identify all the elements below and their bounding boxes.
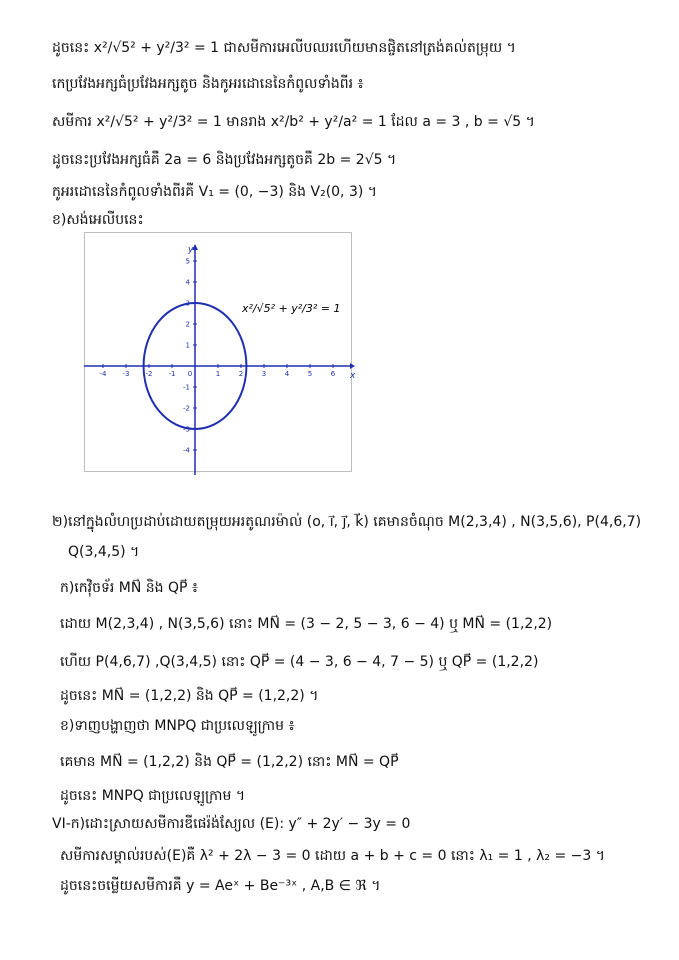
parallelogram-heading: ខ)ទាញបង្ហាញថា MNPQ ជាប្រលេឡូក្រាម ៖ [60, 718, 295, 734]
ellipse-graph-svg [84, 232, 356, 472]
graph-frame [85, 233, 352, 472]
x-tick-label: -1 [168, 370, 176, 378]
x-tick-label: -3 [122, 370, 130, 378]
sketch-heading: ខ)សង់អេលីបនេះ [52, 212, 144, 228]
y-tick-label: -1 [183, 383, 190, 392]
y-tick-label: -3 [183, 425, 190, 434]
equation-form-line: សមីការ x²/√5² + y²/3² = 1 មានរាង x²/b² + y²/a² = 1 ដែល a = 3 , b = √5 ។ [52, 114, 535, 130]
ellipse-graph [84, 232, 356, 472]
y-tick-label: -2 [183, 404, 190, 413]
space-problem-line: ២)នៅក្នុងលំហប្រដាប់ដោយតម្រុយអរតូណរម៉ាល់ (o, i⃗, j⃗, k⃗) គេមានចំណុច M(2,3,4) , N(3,5,6), P(4,6,7) [52, 514, 642, 530]
y-tick-label: 1 [185, 341, 190, 350]
x-tick-label: 6 [330, 370, 336, 378]
find-vectors-heading: ក)កេវ៉ិចទ័រ MN⃗ និង QP⃗ ៖ [60, 580, 199, 596]
vertices-line: កូអរដោនេនៃកំពូលទាំងពីរគឺ V₁ = (0, −3) និង V₂(0, 3) ។ [52, 184, 378, 200]
y-tick-label: 5 [185, 257, 190, 266]
x-tick-label: -2 [145, 370, 153, 378]
y-axis-label: y [188, 245, 194, 255]
general-solution-line: ដូចនេះចម្លើយសមីការគឺ y = Aeˣ + Be⁻³ˣ , A,B ∈ ℜ ។ [60, 878, 381, 894]
origin-label: 0 [187, 370, 193, 378]
find-axes-heading: កេប្រវែងអក្សធំប្រវែងអក្សតូច និងកូអរដោនេនៃកំពូលទាំងពីរ ៖ [52, 76, 364, 92]
conclusion-ellipse-line: ដូចនេះ x²/√5² + y²/3² = 1 ជាសមីការអេលីបឈរហើយមានផ្ចិតនៅត្រង់គល់តម្រុយ ។ [52, 40, 516, 56]
x-tick-label: 4 [284, 370, 290, 378]
parallelogram-conclusion: ដូចនេះ MNPQ ជាប្រលេឡូក្រាម ។ [60, 788, 246, 804]
ellipse-equation-label: x²/√5² + y²/3² = 1 [242, 302, 341, 315]
x-tick-label: 5 [307, 370, 313, 378]
vector-qp-line: ហើយ P(4,6,7) ,Q(3,4,5) នោះ QP⃗ = (4 − 3, 6 − 4, 7 − 5) ឬ QP⃗ = (1,2,2) [60, 654, 539, 670]
vectors-equal-line: គេមាន MN⃗ = (1,2,2) និង QP⃗ = (1,2,2) នោះ MN⃗ = QP⃗ [60, 754, 399, 770]
vector-mn-line: ដោយ M(2,3,4) , N(3,5,6) នោះ MN⃗ = (3 − 2, 5 − 3, 6 − 4) ឬ MN⃗ = (1,2,2) [60, 616, 553, 632]
differential-equation-heading: VI-ក)ដោះស្រាយសមីការឌីផេរ៉ង់ស្យែល (E): y″ + 2y′ − 3y = 0 [52, 816, 411, 832]
characteristic-equation-line: សមីការសម្គាល់របស់(E)គឺ λ² + 2λ − 3 = 0 ដោយ a + b + c = 0 នោះ λ₁ = 1 , λ₂ = −3 ។ [60, 848, 605, 864]
x-axis-arrow [350, 363, 355, 369]
x-tick-label: 1 [215, 370, 221, 378]
vectors-result-line: ដូចនេះ MN⃗ = (1,2,2) និង QP⃗ = (1,2,2) ។ [60, 688, 319, 704]
x-axis-label: x [350, 371, 356, 381]
y-tick-label: 4 [185, 278, 190, 287]
point-q-line: Q(3,4,5) ។ [68, 544, 140, 560]
y-tick-label: 2 [185, 320, 190, 329]
y-tick-label: -4 [183, 446, 190, 455]
axes-lengths-line: ដូចនេះប្រវែងអក្សធំគឺ 2a = 6 និងប្រវែងអក្សតូចគឺ 2b = 2√5 ។ [52, 152, 397, 168]
x-tick-label: 3 [261, 370, 267, 378]
x-tick-label: 2 [238, 370, 244, 378]
y-tick-label: 3 [185, 299, 190, 308]
x-tick-label: -4 [99, 370, 107, 378]
